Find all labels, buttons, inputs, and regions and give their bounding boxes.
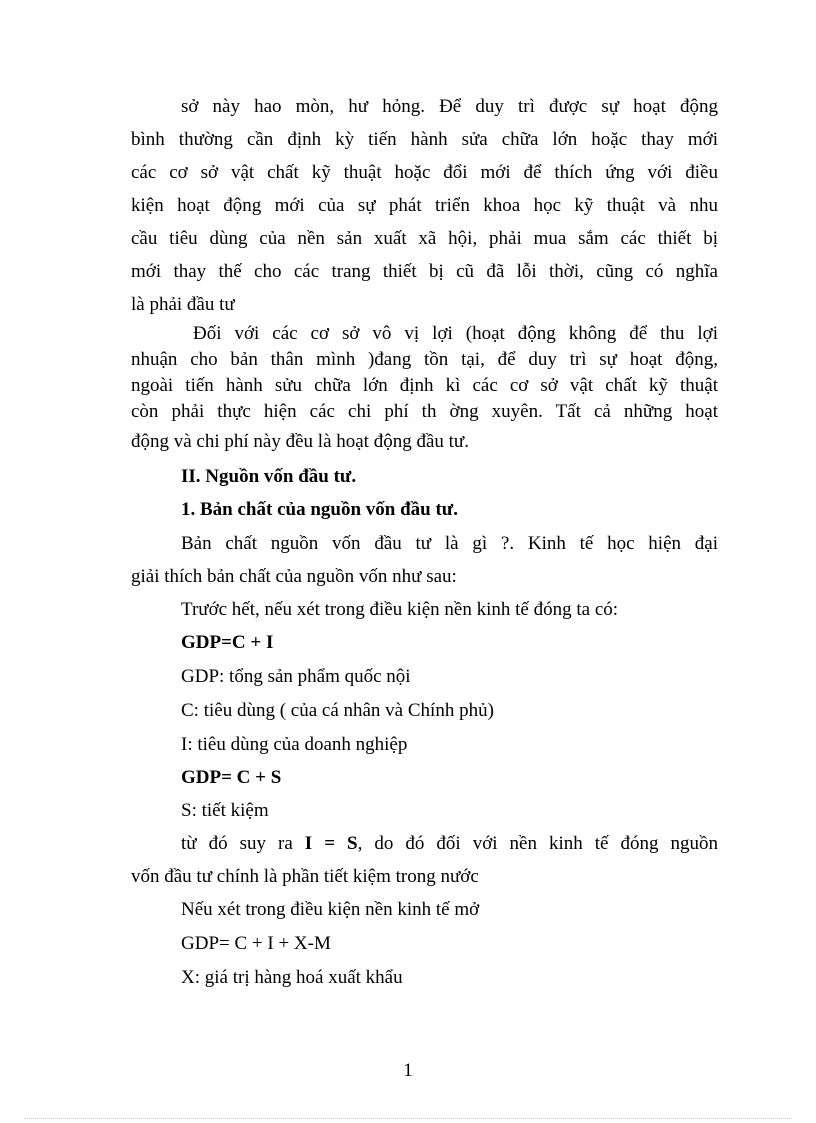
text-line: S: tiết kiệm [181,800,269,821]
text-line [181,833,718,855]
text-line: ngoài tiến hành sửu chữa lớn định kì các cơ sở vật chất kỹ thuật [131,375,718,396]
page-number: 1 [403,1060,413,1081]
text-fragment: , do đó đối với nền kinh tế đóng nguồn [357,833,719,854]
text-line: X: giá trị hàng hoá xuất khẩu [181,967,403,988]
section-heading: II. Nguồn vốn đầu tư. [181,466,357,487]
formula-line: GDP=C + I [181,632,274,653]
subsection-heading: 1. Bản chất của nguồn vốn đầu tư. [181,499,458,520]
text-line: vốn đầu tư chính là phần tiết kiệm trong nước [131,866,479,887]
text-line: Trước hết, nếu xét trong điều kiện nền kinh tế đóng ta có: [181,599,619,620]
text-line: động và chi phí này đều là hoạt động đầu tư. [131,431,469,452]
text-line: Đối với các cơ sở vô vị lợi (hoạt động không để thu lợi [193,323,718,344]
text-line: kiện hoạt động mới của sự phát triển khoa học kỹ thuật và nhu [131,195,718,216]
text-line: C: tiêu dùng ( của cá nhân và Chính phủ) [181,700,494,721]
text-line: Bản chất nguồn vốn đầu tư là gì ?. Kinh tế học hiện đại [181,533,718,554]
text-line: I: tiêu dùng của doanh nghiệp [181,734,408,755]
text-line: GDP: tổng sản phẩm quốc nội [181,666,411,687]
text-line: còn phải thực hiện các chi phí th ờng xuyên. Tất cả những hoạt [131,401,718,422]
text-line: giải thích bản chất của nguồn vốn như sau: [131,566,457,587]
text-line: Nếu xét trong điều kiện nền kinh tế mở [181,899,480,920]
text-fragment: từ đó suy ra [181,833,305,854]
text-line: bình thường cần định kỳ tiến hành sửa chữa lớn hoặc thay mới [131,129,718,150]
text-line: là phải đầu tư [131,294,235,315]
formula-line: GDP= C + S [181,767,282,788]
text-line: nhuận cho bản thân mình )đang tồn tại, để duy trì sự hoạt động, [131,349,718,370]
page-bottom-divider [24,1118,792,1119]
formula-inline: I = S [304,833,358,854]
text-line: mới thay thế cho các trang thiết bị cũ đã lỗi thời, cũng có nghĩa [131,261,718,282]
text-line: sở này hao mòn, hư hỏng. Để duy trì được sự hoạt động [181,96,718,117]
text-line: các cơ sở vật chất kỹ thuật hoặc đổi mới để thích ứng với điều [131,162,718,183]
formula-line: GDP= C + I + X-M [181,933,331,954]
text-line: cầu tiêu dùng của nền sản xuất xã hội, phải mua sắm các thiết bị [131,228,718,249]
